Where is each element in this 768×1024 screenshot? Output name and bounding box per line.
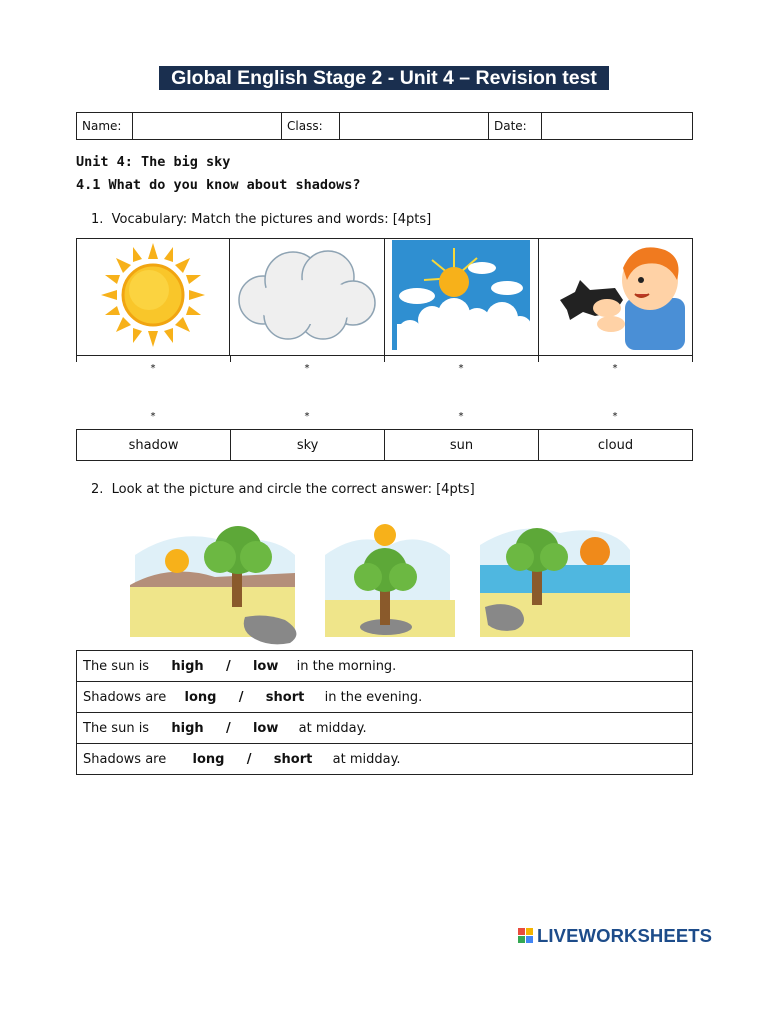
word-cell: sky: [231, 430, 385, 461]
word-cell: sun: [385, 430, 539, 461]
picture-dot[interactable]: *: [612, 363, 618, 374]
sentence-prefix: The sun is: [83, 720, 150, 736]
option-high[interactable]: high: [171, 720, 204, 736]
option-separator: /: [246, 751, 252, 767]
matching-dots: [76, 362, 693, 422]
picture-cloud: [230, 239, 385, 356]
class-field[interactable]: [340, 113, 489, 140]
option-separator: /: [225, 658, 231, 674]
question-2-text: Look at the picture and circle the correct answer: [4pts]: [111, 482, 475, 497]
sentence-prefix: The sun is: [83, 658, 150, 674]
word-dot[interactable]: *: [150, 411, 156, 422]
picture-shadow: [538, 239, 692, 356]
sentence-suffix: in the evening.: [324, 689, 423, 705]
picture-dot[interactable]: *: [150, 363, 156, 374]
answer-row: [77, 744, 693, 775]
option-long[interactable]: long: [184, 689, 217, 705]
option-long[interactable]: long: [192, 751, 225, 767]
midday-scene: [325, 524, 455, 637]
option-short[interactable]: short: [273, 751, 313, 767]
answer-row: [77, 682, 693, 713]
word-table: [76, 429, 693, 461]
morning-scene: [130, 526, 296, 644]
date-field[interactable]: [542, 113, 693, 140]
sun-icon: [93, 240, 213, 350]
word-cell: cloud: [538, 430, 692, 461]
sentence-suffix: at midday.: [332, 751, 401, 767]
student-info-table: [76, 112, 693, 140]
cloud-icon: [233, 245, 381, 345]
liveworksheets-logo: [518, 926, 712, 946]
word-dot[interactable]: *: [612, 411, 618, 422]
unit-heading: Unit 4: The big sky: [76, 154, 231, 170]
option-high[interactable]: high: [171, 658, 204, 674]
word-dot[interactable]: *: [458, 411, 464, 422]
sentence-prefix: Shadows are: [83, 751, 167, 767]
answers-table: [76, 650, 693, 775]
date-label: Date:: [489, 113, 542, 140]
option-short[interactable]: short: [265, 689, 305, 705]
question-1-text: Vocabulary: Match the pictures and words: [4pts]: [111, 212, 432, 227]
option-low[interactable]: low: [252, 658, 279, 674]
picture-dot[interactable]: *: [304, 363, 310, 374]
option-separator: /: [238, 689, 244, 705]
page-title: Global English Stage 2 - Unit 4 – Revision test: [159, 66, 609, 90]
word-cell: shadow: [77, 430, 231, 461]
option-separator: /: [225, 720, 231, 736]
logo-text: LIVEWORKSHEETS: [537, 925, 713, 946]
picture-table: [76, 238, 693, 356]
word-dot[interactable]: *: [304, 411, 310, 422]
shadow-icon: [545, 240, 685, 350]
sentence-suffix: at midday.: [298, 720, 367, 736]
answer-row: [77, 651, 693, 682]
sky-icon: [392, 240, 530, 350]
section-heading: 4.1 What do you know about shadows?: [76, 177, 361, 193]
name-label: Name:: [77, 113, 133, 140]
picture-sun: [77, 239, 230, 356]
sentence-prefix: Shadows are: [83, 689, 167, 705]
sun-positions-illustration: [120, 515, 650, 650]
class-label: Class:: [282, 113, 340, 140]
name-field[interactable]: [133, 113, 282, 140]
option-low[interactable]: low: [252, 720, 279, 736]
question-2: [91, 482, 475, 497]
sentence-suffix: in the morning.: [296, 658, 397, 674]
question-1: [91, 212, 431, 227]
question-2-number: 2.: [91, 482, 104, 497]
picture-sky: [384, 239, 538, 356]
answer-row: [77, 713, 693, 744]
live-badge-icon: [518, 928, 534, 944]
picture-dot[interactable]: *: [458, 363, 464, 374]
question-1-number: 1.: [91, 212, 104, 227]
evening-scene: [480, 528, 630, 637]
